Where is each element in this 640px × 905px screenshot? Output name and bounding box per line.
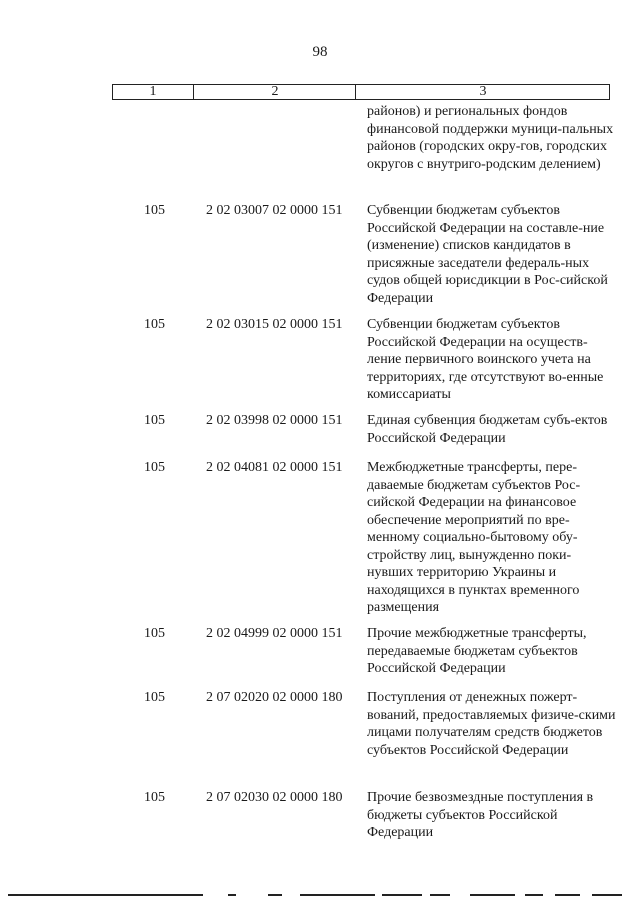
column-header-1: 1	[149, 84, 157, 99]
budget-code: 2 02 03015 02 0000 151	[206, 317, 343, 332]
row-number: 105	[144, 460, 165, 475]
row-description: Прочие межбюджетные трансферты, передаваемые бюджетам субъектов Российской Федерации	[367, 626, 587, 676]
row-number: 105	[144, 626, 165, 641]
budget-code: 2 02 04999 02 0000 151	[206, 626, 343, 641]
row-description: Поступления от денежных пожерт-вований, предоставляемых физиче-скими лицами получателям средств бюджетов субъектов Российской Федерации	[367, 690, 616, 758]
row-number: 105	[144, 203, 165, 218]
row-number: 105	[144, 690, 165, 705]
row-number: 105	[144, 790, 165, 805]
budget-code: 2 02 03007 02 0000 151	[206, 203, 343, 218]
row-number: 105	[144, 317, 165, 332]
row-description: Прочие безвозмездные поступления в бюджеты субъектов Российской Федерации	[367, 790, 594, 840]
budget-code: 2 07 02020 02 0000 180	[206, 690, 343, 705]
page-number: 98	[312, 44, 328, 60]
continued-description: районов) и региональных фондов финансовой поддержки муници-пальных районов (городских окру-гов, городских округов с внутриго-родским делением)	[367, 104, 614, 172]
row-description: Единая субвенция бюджетам субъ-ектов Российской Федерации	[367, 413, 608, 446]
budget-code: 2 02 03998 02 0000 151	[206, 413, 343, 428]
table-header-row	[112, 84, 610, 100]
row-description: Субвенции бюджетам субъектов Российской Федерации на осуществ-ление первичного воинского учета на территориях, где отсутствуют во-енные комиссариаты	[367, 317, 604, 402]
footer-scan-lines	[0, 889, 640, 905]
column-header-3: 3	[355, 84, 610, 100]
column-header-2: 2	[193, 84, 356, 100]
budget-code: 2 07 02030 02 0000 180	[206, 790, 343, 805]
row-description: Межбюджетные трансферты, пере-даваемые бюджетам субъектов Рос-сийской Федерации на финансовое обеспечение мероприятий по вре-менному социально-бытовому обу-стройству лиц, вынужденно поки-нувших территорию Украины и находящихся в пунктах временного размещения	[367, 460, 581, 615]
row-description: Субвенции бюджетам субъектов Российской Федерации на составле-ние (изменение) списков кандидатов в присяжные заседатели федераль-ных судов общей юрисдикции в Рос-сийской Федерации	[367, 203, 608, 306]
budget-code: 2 02 04081 02 0000 151	[206, 460, 343, 475]
row-number: 105	[144, 413, 165, 428]
